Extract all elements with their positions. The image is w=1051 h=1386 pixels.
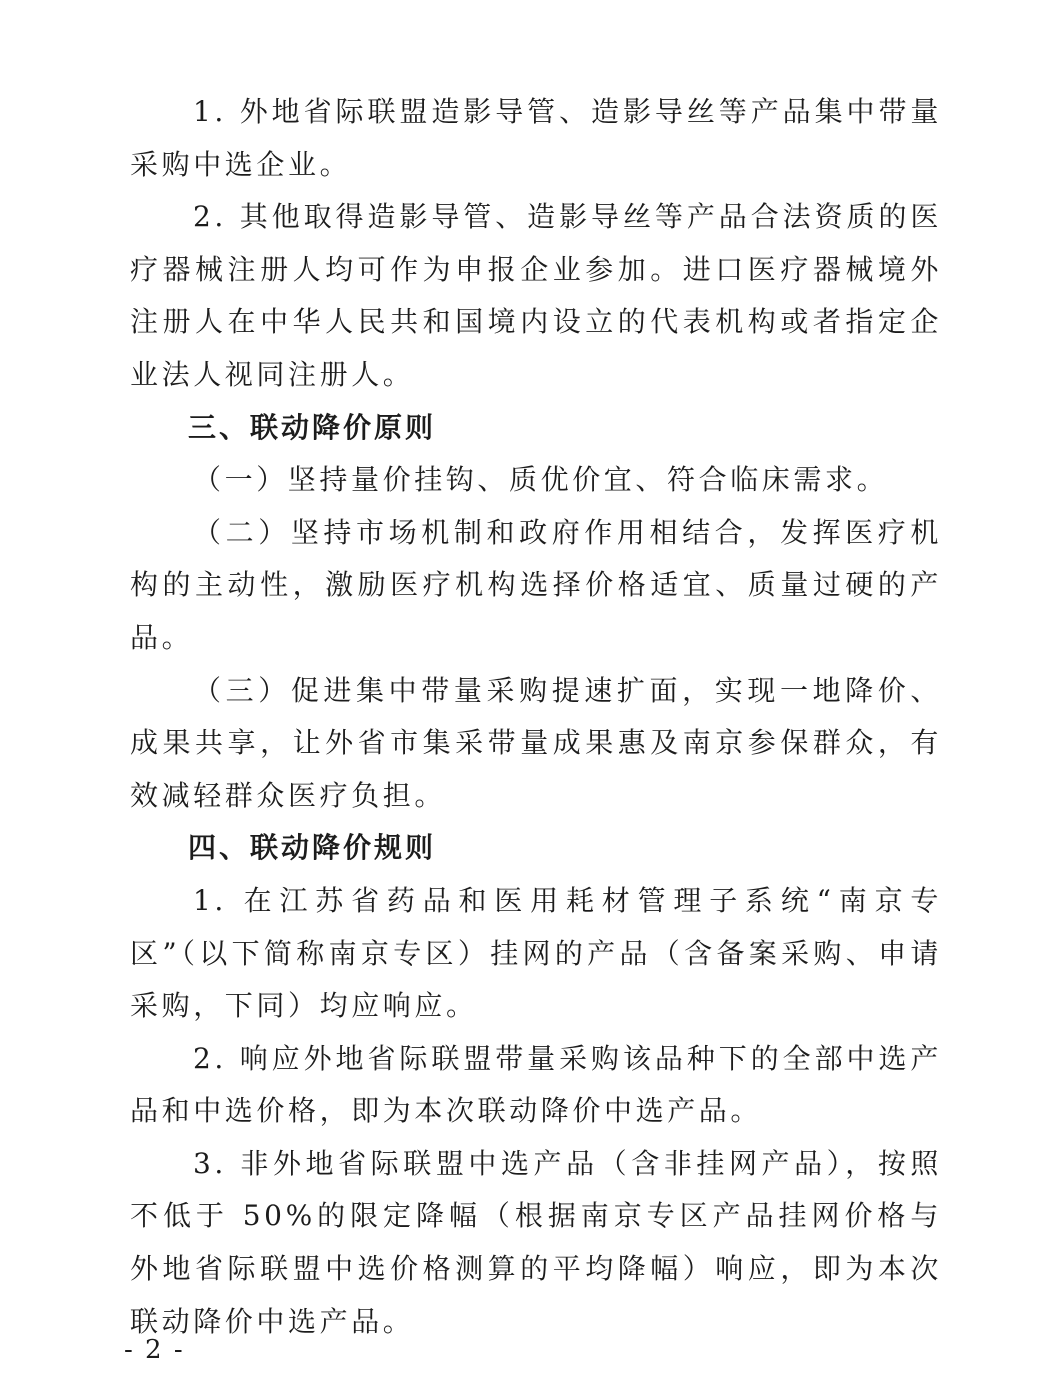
paragraph-2: 2. 其他取得造影导管、造影导丝等产品合法资质的医疗器械注册人均可作为申报企业参加。进口医疗器械境外注册人在中华人民共和国境内设立的代表机构或者指定企业法人视同注册人。 <box>130 200 942 391</box>
rule-2: 2. 响应外地省际联盟带量采购该品种下的全部中选产品和中选价格，即为本次联动降价中选产品。 <box>130 1041 942 1128</box>
principle-1: （一）坚持量价挂钩、质优价宜、符合临床需求。 <box>193 463 889 497</box>
document-body <box>130 86 942 1348</box>
page-number: - 2 - <box>124 1335 185 1365</box>
section-heading-3: 三、联动降价原则 <box>188 410 437 444</box>
principle-3: （三）促进集中带量采购提速扩面，实现一地降价、成果共享，让外省市集采带量成果惠及南京参保群众，有效减轻群众医疗负担。 <box>130 673 942 812</box>
principle-2: （二）坚持市场机制和政府作用相结合，发挥医疗机构的主动性，激励医疗机构选择价格适宜、质量过硬的产品。 <box>130 515 942 654</box>
paragraph-1: 1. 外地省际联盟造影导管、造影导丝等产品集中带量采购中选企业。 <box>130 95 942 181</box>
rule-1: 1. 在江苏省药品和医用耗材管理子系统“南京专区”（以下简称南京专区）挂网的产品（含备案采购、申请采购，下同）均应响应。 <box>130 883 942 1023</box>
section-heading-4: 四、联动降价规则 <box>188 831 437 865</box>
rule-3: 3. 非外地省际联盟中选产品（含非挂网产品），按照不低于 50%的限定降幅（根据南京专区产品挂网价格与外地省际联盟中选价格测算的平均降幅）响应，即为本次联动降价中选产品。 <box>130 1146 942 1338</box>
